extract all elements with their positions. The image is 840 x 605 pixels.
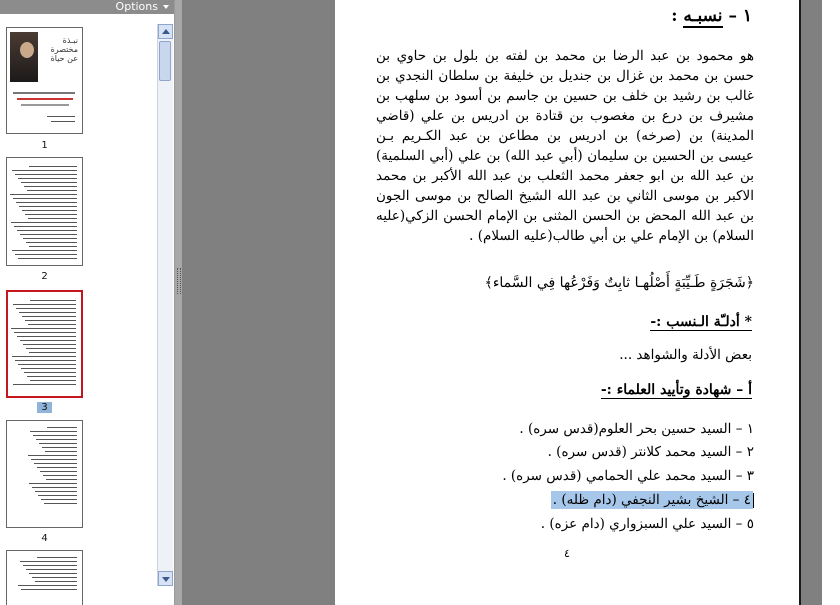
thumbnail-text-line (32, 487, 77, 488)
thumbnail-text-line (45, 451, 77, 452)
thumbnail-text-line (20, 340, 76, 341)
thumbnail-text-line (28, 218, 77, 219)
thumbnail-text-line (30, 380, 76, 381)
thumbnail-text-line (20, 561, 77, 562)
thumbnail-text-line (22, 316, 76, 317)
thumbnail-text-line (23, 565, 77, 566)
thumbnail-text-line (24, 186, 77, 187)
thumbnail-text-line (21, 368, 76, 369)
thumbnail-text-line (22, 210, 77, 211)
lineage-paragraph: هو محمود بن عبد الرضا بن محمد بن لفته بن بلول بن حاوي بن حسن بن محمد بن غزال بن جنديل بن خليفة بن سلطان النجدي بن غالب بن رشيد بن خلف بن حسين بن جاسم بن أسود بن سلهب بن مشيرف بن درع بن مغصوب بن قتادة بن ادريس بن علي (قاضي المدينة) بن (صرخه) بن ادريس بن مطاعن بن عبد الكـريم بـن عيسى بن الحسين بن سليمان (أبي عبد الله) بن علي (أبي السلمية) بن عبد الله بن ابو جعفر محمد الثعلب بن عبد الله الأكبر بن محمد الاكبر بن موسى الثاني بن عبد الله الشيخ الصالح بن موسى الجون بن عبد الله المحض بن الحسن المثنى بن الإمام الحسن الزكي(عليه السلام) بن الإمام علي بن أبي طالب(عليه السلام) . (376, 48, 754, 244)
thumbnail-text-line (19, 312, 76, 313)
thumbnail-label-selected: 3 (6, 402, 83, 413)
thumbnail-page-1[interactable] (6, 27, 83, 134)
scroll-down-button[interactable] (158, 571, 173, 586)
thumbnail-text-line (12, 250, 77, 251)
thumbnail-text-line (11, 222, 77, 223)
thumbnail-page-3[interactable] (6, 290, 83, 398)
options-button[interactable] (116, 0, 169, 14)
thumbnail-text-line (27, 190, 77, 191)
thumbnail-text-line (30, 431, 77, 432)
arrow-up-icon (162, 29, 170, 34)
thumbnail-text-line (29, 483, 77, 484)
thumbnail-text-line (36, 439, 77, 440)
thumbnail-text-line (21, 182, 77, 183)
thumbnail-text-line (28, 455, 77, 456)
thumbnail-text-line (14, 332, 76, 333)
thumbnail-text-line (46, 479, 77, 480)
thumbnail-text-line (39, 443, 77, 444)
thumbnail-text-line (40, 471, 77, 472)
cover-title: نبـذة مختصرة عن حياة (50, 36, 78, 63)
thumbnail-text-line (33, 435, 77, 436)
thumbnail-text-line (13, 304, 76, 305)
thumbnail-text-line (26, 569, 77, 570)
thumbnail-page-5[interactable] (6, 550, 83, 605)
splitter-grip-icon (177, 268, 181, 294)
thumbnail-text-line (38, 495, 77, 496)
page-number: ٤ (564, 547, 570, 560)
window-edge (822, 0, 840, 605)
thumbnail-text-line (25, 320, 76, 321)
thumbnail-text-line (11, 328, 76, 329)
cover-photo-icon (10, 32, 38, 82)
thumbnail-text-line (23, 344, 76, 345)
thumbnail-label: 2 (41, 271, 48, 282)
arrow-down-icon (162, 577, 170, 582)
thumbnail-text-line (29, 246, 77, 247)
thumbnail-text-line (24, 372, 76, 373)
thumbnail-text-line (44, 503, 77, 504)
thumbnail-text-line (29, 352, 76, 353)
quran-verse: ﴿شَجَرَةٍ طَـيِّبَةٍ أَصْلُهـا ثابِتٌ وَفَرْعُها فِي السَّماء﴾ (484, 275, 754, 291)
subheading-lineage-evidence: * أدلـّة الـنسب :- (650, 314, 752, 330)
selected-text[interactable]: ٤ – الشيخ بشير النجفي (دام ظله) . (552, 492, 751, 508)
thumbnail-text-line (21, 589, 77, 590)
thumbnail-text-line (35, 491, 77, 492)
list-item: ٣ – السيد محمد علي الحمامي (قدس سره) . (502, 468, 754, 484)
section-heading: ١ – نسبـه : (671, 6, 752, 26)
text-cursor (753, 493, 754, 508)
heading-word: نسبـه (683, 6, 723, 26)
list-item: ٥ – السيد علي السبزواري (دام عزه) . (540, 516, 754, 532)
options-label: Options (115, 0, 158, 13)
scroll-up-button[interactable] (158, 24, 173, 39)
thumbnail-text-line (30, 300, 76, 301)
panel-splitter[interactable] (175, 0, 182, 605)
list-item: ٢ – السيد محمد كلانتر (قدس سره) . (547, 444, 754, 460)
thumbnail-text-line (25, 214, 77, 215)
thumbnail-text-line (15, 360, 76, 361)
thumbnail-text-line (15, 174, 77, 175)
thumbnail-text-line (14, 226, 77, 227)
thumbnail-text-line (41, 499, 77, 500)
thumbnail-text-line (19, 206, 77, 207)
thumbnail-text-line (35, 581, 77, 582)
thumbnail-text-line (28, 324, 76, 325)
thumbnail-text-line (29, 573, 77, 574)
thumbnail-text-line (23, 238, 77, 239)
thumbnail-text-line (17, 336, 76, 337)
scrollbar-thumb[interactable] (159, 41, 171, 81)
thumbnail-text-line (42, 447, 77, 448)
thumbnail-text-line (18, 258, 77, 259)
thumbnail-text-line (26, 242, 77, 243)
thumbnail-text-line (43, 475, 77, 476)
chevron-down-icon (163, 5, 169, 9)
list-item-selected[interactable] (551, 492, 754, 508)
thumbnail-text-line (13, 384, 76, 385)
thumbnail-text-line (12, 356, 76, 357)
list-item: ١ – السيد حسين بحر العلوم(قدس سره) . (519, 421, 754, 437)
options-bar (0, 0, 175, 14)
thumbnail-text-line (10, 194, 77, 195)
thumbnail-page-2[interactable] (6, 157, 83, 266)
subheading-scholars-testimony: أ – شهادة وتأييد العلماء :- (600, 382, 752, 398)
thumbnail-text-line (17, 230, 77, 231)
thumbnail-text-line (29, 166, 77, 167)
thumbnail-label: 4 (41, 533, 48, 544)
thumbnails-scrollbar[interactable] (157, 24, 173, 586)
thumbnail-text-line (16, 202, 77, 203)
thumbnail-text-line (37, 557, 77, 558)
thumbnail-text-line (26, 348, 76, 349)
document-page (335, 0, 801, 605)
thumbnail-text-line (31, 459, 77, 460)
thumbnails-panel (0, 0, 175, 605)
thumbnail-text-line (16, 308, 76, 309)
thumbnail-text-line (13, 198, 77, 199)
thumbnail-label: 1 (41, 140, 48, 151)
thumbnail-text-line (32, 577, 77, 578)
thumbnail-text-line (18, 585, 77, 586)
thumbnail-text-line (15, 254, 77, 255)
thumbnail-text-line (34, 463, 77, 464)
thumbnail-text-line (27, 376, 76, 377)
thumbnail-page-4[interactable] (6, 420, 83, 528)
thumbnail-text-line (18, 178, 77, 179)
thumbnail-text-line (20, 234, 77, 235)
thumbnail-text-line (47, 427, 77, 428)
thumbnail-text-line (37, 467, 77, 468)
thumbnail-text-line (12, 170, 77, 171)
thumbnail-text-line (18, 364, 76, 365)
evidence-intro: بعض الأدلة والشواهد ... (619, 347, 752, 363)
